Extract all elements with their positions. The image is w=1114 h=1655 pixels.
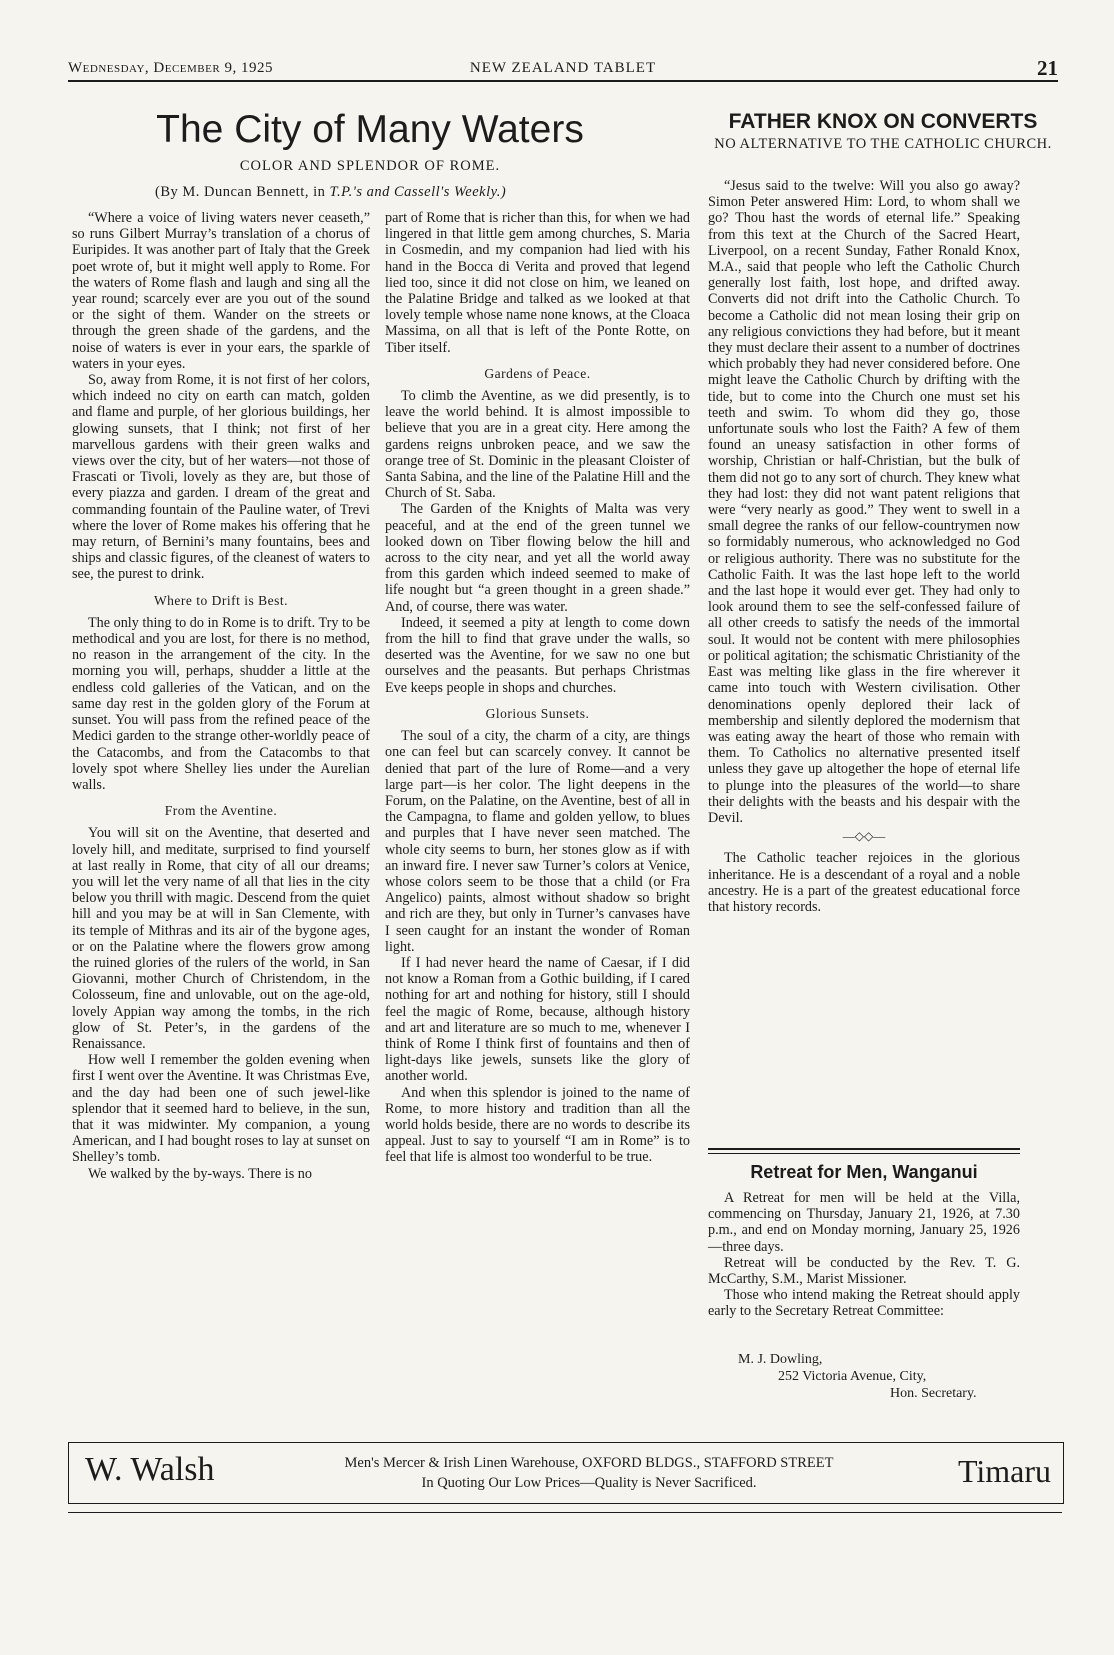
article-byline [155,184,675,201]
paragraph: “Where a voice of living waters never ceaseth,” so runs Gilbert Murray’s translation of a chorus of Euripides. It was another part of Italy that the Greek poet wrote of, but it might well apply to Rome. For the waters of Rome flash and laugh and sing all the year round; scarcely ever are you out of the sound or the sight of them. Wander on the streets or through the green shade of the gardens, and the noise of waters is ever in your ears, the sparkle of waters in your eyes. [72,210,370,372]
knox-article-title: FATHER KNOX ON CONVERTS [728,110,1038,133]
article-column-1 [72,210,370,1182]
advertisement-box [68,1442,1064,1504]
signature-address: 252 Victoria Avenue, City, [778,1369,927,1384]
advert-line-1: Men's Mercer & Irish Linen Warehouse, OXFORD BLDGS., STAFFORD STREET [344,1455,834,1471]
paragraph: “Jesus said to the twelve: Will you also go away? Simon Peter answered Him: Lord, to whom shall we go? Thou hast the words of eternal life.” Speaking from this text at the Church of the Sacred Heart, Liverpool, on a recent Sunday, Father Ronald Knox, M.A., said that people who left the Catholic Church generally lost faith, lost hope, and drifted away. Converts did not drift into the Catholic Church. To become a Catholic did not mean losing their grip on any religious convictions they had before, but it meant they must declare their assent to a number of doctrines which probably they had never considered before. One might leave the Catholic Church by drifting with the tide, but to come into the Church one must set his teeth and swim. To whom did they go, those unfortunate souls who lost the Faith? A few of them found an uneasy satisfaction in other forms of worship, Christian or half-Christian, but the bulk of them did not go to any sort of church. They knew what they had lost: they did not want patent religions that were “very nearly as good.” They went to swell in a small degree the ranks of our fellow-countrymen now so formidably numerous, who acknowledged no God or religious authority. There was no substitute for the Catholic Faith. It was the last hope left to the world and the last hope it would ever get. They had only to look around them to see the self-confessed failure of all other creeds to satisfy the needs of the immortal soul. It would not be content with mere philosophies or political agitation; the schismatic Christianity of the East was melting like glass in the fire wherever it came into touch with Western civilisation. Other denominations openly deplored their lack of membership and silently deplored the modernism that was eating away the heart of those who remain with them. To Catholics no alternative presented itself unless they gave up altogether the hope of eternal life to plunge into the pleasures of the world—to share their delights with the beasts and his despair with the Devil. [708,178,1020,826]
knox-article-subtitle: NO ALTERNATIVE TO THE CATHOLIC CHURCH. [714,136,1052,152]
paragraph: The only thing to do in Rome is to drift. Try to be methodical and you are lost, for there is no method, no reason in the arrangement of the city. In the morning you will, perhaps, shudder a little at the endless cold galleries of the Vatican, and on the same day rest in the golden glory of the Forum at sunset. You will pass from the refined peace of the Medici garden to the strange other-worldly peace of the Catacombs, and from the Catacombs to that lovely spot where Shelley lies under the Aurelian walls. [72,614,370,793]
divider-rule [708,1148,1020,1150]
signature-name: M. J. Dowling, [738,1352,823,1367]
article-column-2 [385,210,690,1166]
paragraph: Retreat will be conducted by the Rev. T. G. McCarthy, S.M., Marist Missioner. [708,1254,1020,1288]
divider-rule [708,1153,1020,1154]
divider-rule [68,1512,1062,1513]
paragraph: The Catholic teacher rejoices in the glorious inheritance. He is a descendant of a royal and a noble ancestry. He is a part of the greatest educational force that history records. [708,850,1020,915]
advert-city: Timaru [957,1453,1051,1489]
paragraph: And when this splendor is joined to the name of Rome, to more history and tradition than all the world holds beside, there are no words to describe its appeal. Just to say to yourself “I am in Rome” is to feel that life is almost too wonderful to be true. [385,1084,690,1166]
retreat-notice-body [708,1190,1020,1320]
paragraph: Indeed, it seemed a pity at length to come down from the hill to find that grave under the walls, so deserted was the Aventine, for we saw no one but ourselves and the peasants. But perhaps Christmas Eve keeps people in shops and churches. [385,614,690,696]
section-heading: Where to Drift is Best. [153,592,289,608]
article-title: The City of Many Waters [156,108,584,151]
paragraph: To climb the Aventine, as we did presently, is to leave the world behind. It is almost impossible to believe that you are in a great city. Here among the gardens reigns unbroken peace, and we saw the orange tree of St. Dominic in the pleasant Cloister of Santa Sabina, and the line of the Palatine Hill and the Church of St. Saba. [385,388,690,502]
paragraph: Those who intend making the Retreat should apply early to the Secretary Retreat Committee: [708,1287,1020,1320]
section-heading: Glorious Sunsets. [485,705,590,721]
signature-title: Hon. Secretary. [890,1386,977,1401]
paragraph: A Retreat for men will be held at the Villa, commencing on Thursday, January 21, 1926, at 7.30 p.m., and end on Monday morning, January 25, 1926—three days. [708,1190,1020,1255]
paragraph: The soul of a city, the charm of a city, are things one can feel but can scarcely convey. It cannot be denied that part of the lure of Rome—and a very large part—is her color. The light deepens in the Forum, on the Palatine, on the Aventine, best of all in the Campagna, to flame and golden yellow, to blues and purples that I have never seen matched. The whole city seems to burn, her stones glow as if with an inward fire. I never saw Turner’s colors at Venice, whose colors seem to be those that a child (or Fra Angelico) paints, almost without shadow so bright and rich are they, but only in Turner’s canvases have I seen caught for an instant the wonder of Roman light. [385,728,690,955]
publication-title: NEW ZEALAND TABLET [469,60,657,76]
advert-line-2: In Quoting Our Low Prices—Quality is Never Sacrificed. [421,1475,757,1491]
paragraph: How well I remember the golden evening when first I went over the Aventine. It was Christmas Eve, and the day had been one of such jewel-like splendor that it seemed hard to believe, in the sun, that it was midwinter. My companion, a young American, and I had bought roses to lay at sunset on Shelley’s tomb. [72,1052,370,1166]
paragraph: You will sit on the Aventine, that deserted and lovely hill, and meditate, surprised to find yourself at last really in Rome, that city of all our dreams; you will let the very name of all that lies in the city below you thrill with magic. Descend from the quiet hill and you may be at will in San Clemente, with its temple of Mithras and its air of the bygone ages, or on the Palatine where the flowers grow among the ruined glories of the rulers of the world, in San Giovanni, mother Church of Christendom, in the Colosseum, fine and unlovable, out on the age-old, lovely Appian way among the tombs, in the rich glow of St. Peter’s, in the gardens of the Renaissance. [72,825,370,1052]
byline-source: T.P.'s and Cassell's Weekly.) [329,184,507,200]
byline-author: (By M. Duncan Bennett, in [155,184,326,200]
retreat-notice-title: Retreat for Men, Wanganui [750,1162,978,1182]
issue-date: Wednesday, December 9, 1925 [68,60,273,76]
section-heading: Gardens of Peace. [484,365,591,381]
paragraph: We walked by the by-ways. There is no [88,1165,312,1182]
advertiser-name: W. Walsh [85,1451,215,1488]
page-number: 21 [1037,56,1058,80]
article-subtitle: COLOR AND SPLENDOR OF ROME. [239,158,501,174]
ornament-divider: —◇◇— [842,829,886,844]
paragraph: So, away from Rome, it is not first of her colors, which indeed no city on earth can match, golden and flame and purple, of her glorious buildings, her glowing sunsets, that I think; not first of her marvellous gardens with their green walks and views over the city, but of her waters—not those of Frascati or Tivoli, lovely as they are, but those of every piazza and garden. I dream of the great and commanding fountain of the Pauline water, of Trevi where the lover of Rome makes his offering that he may return, of Bernini’s many fountains, bees and ships and classic figures, of the cleanest of waters to see, the purest to drink. [72,372,370,583]
paragraph: part of Rome that is richer than this, for when we had lingered in that little gem among churches, S. Maria in Cosmedin, and my companion had lied with his hand in the Bocca di Verita and proved that legend lied too, since it did not close on him, we leaned on the Palatine Bridge and talked as we looked at that lovely temple whose name none knows, at the Cloaca Massima, on all that is left of the Ponte Rotte, on Tiber itself. [385,210,690,356]
masthead [68,58,1058,82]
paragraph: If I had never heard the name of Caesar, if I did not know a Roman from a Gothic building, if I cared nothing for art and nothing for history, still I should feel the magic of Rome, because, although history and art and literature are so much to me, whenever I think of Rome I think first of fountains and then of light-days like jewels, sunsets like the glory of another world. [385,954,690,1085]
paragraph: The Garden of the Knights of Malta was very peaceful, and at the end of the green tunnel we looked down on Tiber flowing below the hill and across to the city near, and yet all the world away from this garden which indeed seemed to make of life nought but “a green thought in a green shade.” And, of course, there was water. [385,501,690,615]
article-column-3 [708,178,1020,915]
section-heading: From the Aventine. [164,803,278,819]
